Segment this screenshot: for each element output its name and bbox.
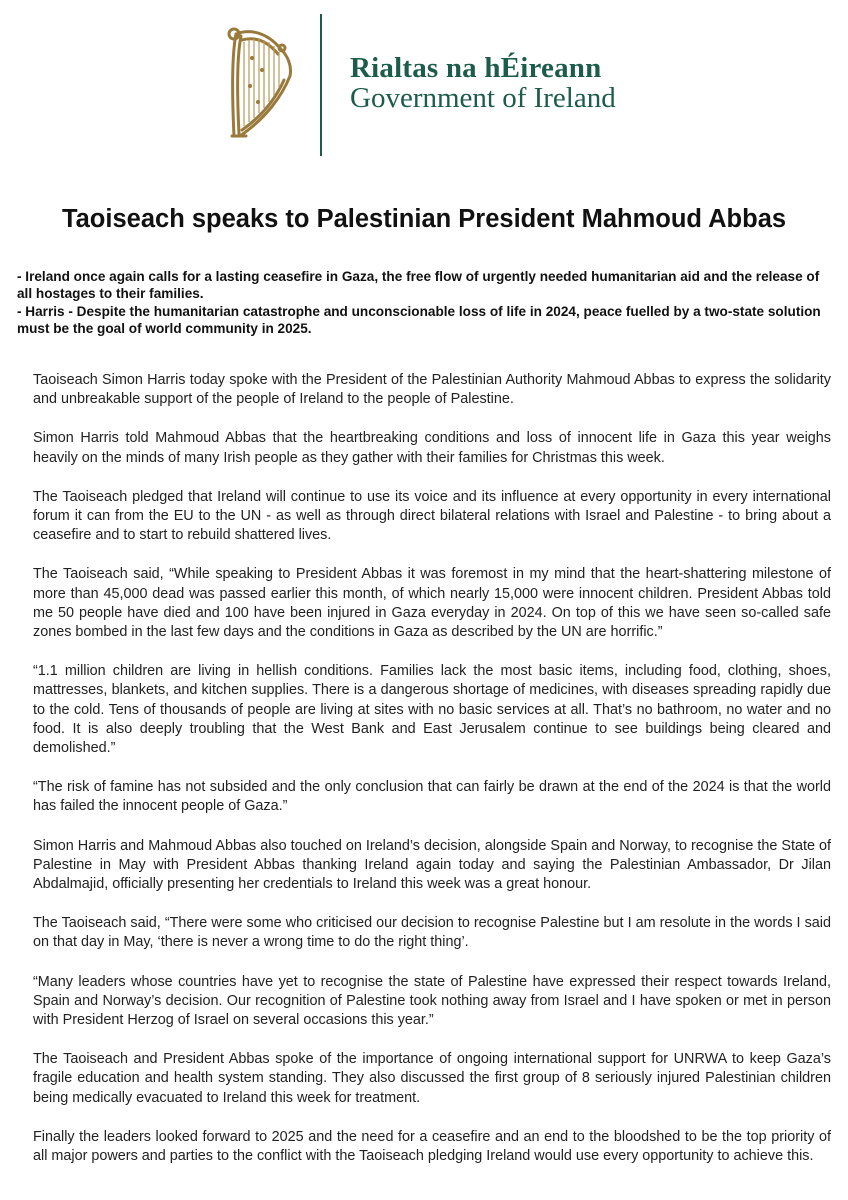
body-paragraph: “The risk of famine has not subsided and the only conclusion that can fairly be drawn at the end of the 2024 is that the world has failed the innocent people of Gaza.” [33,779,831,815]
header-divider [320,14,322,156]
harp-icon [222,24,298,144]
body-paragraph: Simon Harris and Mahmoud Abbas also touched on Ireland’s decision, alongside Spain and Norway, to recognise the State of Palestine in May with President Abbas thanking Ireland again today and saying the Palestinian Ambassador, Dr Jilan Abdalmajid, officially presenting her credentials to Ireland this week was a great honour. [33,837,831,893]
body-paragraph: The Taoiseach and President Abbas spoke of the importance of ongoing international support for UNRWA to keep Gaza’s fragile education and health system standing. They also discussed the first group of 8 seriously injured Palestinian children being medically evacuated to Ireland this week for treatment. [33,1051,831,1106]
summary-bullet: - Ireland once again calls for a lasting ceasefire in Gaza, the free flow of urgently needed humanitarian aid and the release of all hostages to their families. [17,269,820,302]
body-paragraph: “1.1 million children are living in hellish conditions. Families lack the most basic items, including food, clothing, shoes, mattresses, blankets, and kitchen supplies. There is a dangerous shortage of medicines, with diseases spreading rapidly due to the cold. Tens of thousands of people are living at sites with no basic services at all. That’s no bathroom, no water and no food. It is also deeply troubling that the West Bank and East Jerusalem continue to see buildings being cleared and demolished.” [33,663,831,757]
article-body [33,371,831,1186]
government-header [222,14,642,156]
body-paragraph: “Many leaders whose countries have yet to recognise the state of Palestine have expressed their respect towards Ireland, Spain and Norway’s decision. Our recognition of Palestine took nothing away from Israel and I have spoken or met in person with President Herzog of Israel on several occasions this year.” [33,973,831,1029]
summary-bullet: - Harris - Despite the humanitarian catastrophe and unconscionable loss of life in 2024, peace fuelled by a two-state solution must be the goal of world community in 2025. [17,303,821,337]
government-name-irish: Rialtas na hÉireann [350,52,602,84]
summary-bullets [17,268,837,338]
body-paragraph: Taoiseach Simon Harris today spoke with the President of the Palestinian Authority Mahmoud Abbas to express the solidarity and unbreakable support of the people of Ireland to the people of Palestine. [33,372,831,408]
page-title: Taoiseach speaks to Palestinian President Mahmoud Abbas [61,205,787,233]
body-paragraph: The Taoiseach said, “There were some who criticised our decision to recognise Palestine but I am resolute in the words I said on that day in May, ‘there is never a wrong time to do the right thing’. [33,915,831,951]
body-paragraph: Finally the leaders looked forward to 2025 and the need for a ceasefire and an end to the bloodshed to be the top priority of all major powers and parties to the conflict with the Taoiseach pledging Ireland would use every opportunity to achieve this. [33,1128,831,1165]
body-paragraph: The Taoiseach pledged that Ireland will continue to use its voice and its influence at every opportunity in every international forum it can from the EU to the UN - as well as through direct bilateral relations with Israel and Palestine - to bring about a ceasefire and to start to rebuild shattered lives. [33,488,831,544]
government-name-english: Government of Ireland [350,82,616,114]
body-paragraph: The Taoiseach said, “While speaking to President Abbas it was foremost in my mind that the heart-shattering milestone of more than 45,000 dead was passed earlier this month, of which nearly 15,000 were innocent children. President Abbas told me 50 people have died and 100 have been injured in Gaza everyday in 2024. On top of this we have seen so-called safe zones bombed in the last few days and the conditions in Gaza as described by the UN are horrific.” [33,566,831,641]
body-paragraph: Simon Harris told Mahmoud Abbas that the heartbreaking conditions and loss of innocent life in Gaza this year weighs heavily on the minds of many Irish people as they gather with their families for Christmas this week. [33,430,831,466]
